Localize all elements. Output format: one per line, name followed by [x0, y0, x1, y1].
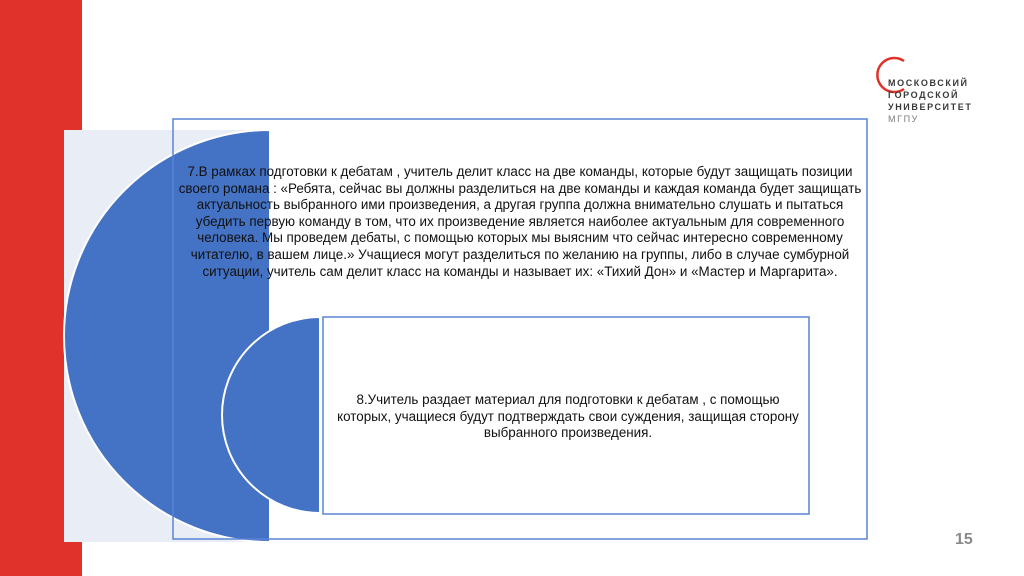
logo-line-2: ГОРОДСКОЙ: [888, 90, 960, 100]
step-7-text: 7.В рамках подготовки к дебатам , учитель делит класс на две команды, которые будут защищать позиции своего романа : «Ребята, сейчас вы должны разделиться на две команды и каждая команда будет защищать актуальность выбранного ими произведения, а другая группа должна внимательно слушать и пытаться убедить первую команду в том, что их произведение является наиболее актуальным для современного человека. Мы проведем дебаты, с помощью которых мы выясним что сейчас интересно современному читателю, в вашем лице.» Учащиеся могут разделиться по желанию на группы, либо в случае сумбурной ситуации, учитель сам делит класс на команды и называет их: «Тихий Дон» и «Мастер и Маргарита».: [178, 164, 862, 279]
logo-line-4: МГПУ: [888, 114, 919, 124]
step-8-text: 8.Учитель раздает материал для подготовки к дебатам , с помощью которых, учащиеся будут подтверждать свои суждения, защищая сторону выбранного произведения.: [337, 392, 799, 441]
logo-line-1: МОСКОВСКИЙ: [888, 78, 969, 88]
page-number: 15: [955, 531, 973, 548]
logo-line-3: УНИВЕРСИТЕТ: [888, 102, 973, 112]
